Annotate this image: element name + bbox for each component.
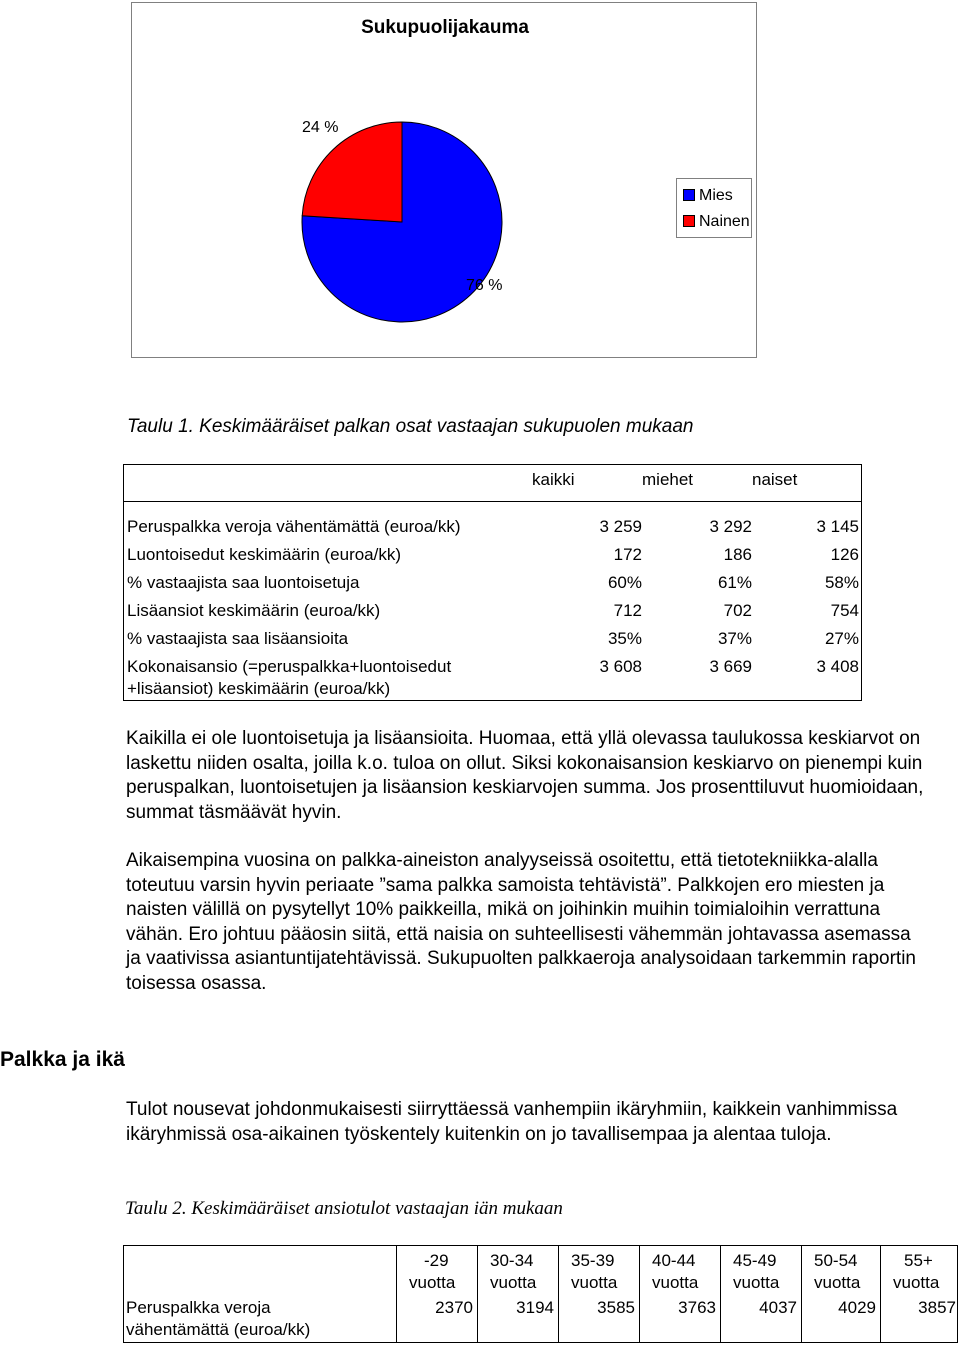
pie-label-nainen: 24 % bbox=[302, 119, 339, 136]
table1-cell: 712 bbox=[613, 601, 642, 620]
table1-header-kaikki: kaikki bbox=[532, 470, 575, 489]
table1-row-label: Peruspalkka veroja vähentämättä (euroa/kk) bbox=[127, 517, 461, 536]
table1-row-label: % vastaajista saa luontoisetuja bbox=[127, 573, 360, 592]
table1-header-miehet: miehet bbox=[642, 470, 694, 489]
table1-row-label-cont: +lisäansiot) keskimäärin (euroa/kk) bbox=[127, 679, 391, 698]
table1-cell: 172 bbox=[613, 545, 642, 564]
legend-item-nainen bbox=[683, 213, 750, 231]
legend-label-mies: Mies bbox=[699, 187, 733, 204]
table1-header-naiset: naiset bbox=[752, 470, 798, 489]
table1-cell: 61% bbox=[717, 573, 752, 592]
table2-divider bbox=[558, 1246, 559, 1342]
table1-cell: 126 bbox=[830, 545, 859, 564]
table1-cell: 3 292 bbox=[709, 517, 752, 536]
table2-cell: 3763 bbox=[678, 1298, 716, 1317]
section-heading: Palkka ja ikä bbox=[0, 1048, 125, 1071]
table2-cell: 2370 bbox=[435, 1298, 473, 1317]
table1-cell: 3 608 bbox=[599, 657, 642, 676]
table1-row-label: Luontoisedut keskimäärin (euroa/kk) bbox=[127, 545, 402, 564]
table2-cell: 3194 bbox=[516, 1298, 554, 1317]
table2-header: vuotta bbox=[893, 1273, 940, 1292]
table2-header: 30-34 bbox=[490, 1251, 534, 1270]
table1-row-label: Lisäansiot keskimäärin (euroa/kk) bbox=[127, 601, 381, 620]
table2-header: vuotta bbox=[814, 1273, 861, 1292]
paragraph-3: Tulot nousevat johdonmukaisesti siirryttäessä vanhempiin ikäryhmiin, kaikkein vanhimmissa ikäryhmissä osa-aikainen työskentely kuitenkin on jo tavallisempaa ja alentaa tuloja. bbox=[126, 1099, 898, 1145]
pie-slice-nainen bbox=[302, 122, 402, 222]
table2-header: 55+ bbox=[904, 1251, 933, 1270]
table1-cell: 60% bbox=[607, 573, 642, 592]
table2-divider bbox=[396, 1246, 397, 1342]
legend-item-mies bbox=[683, 187, 733, 205]
legend-label-nainen: Nainen bbox=[699, 213, 750, 230]
table2-row-label-cont: vähentämättä (euroa/kk) bbox=[126, 1320, 311, 1339]
pie-label-mies: 76 % bbox=[466, 277, 503, 294]
table2-divider bbox=[801, 1246, 802, 1342]
table2-header: 45-49 bbox=[733, 1251, 777, 1270]
chart-title: Sukupuolijakauma bbox=[361, 17, 529, 38]
table2-header: vuotta bbox=[733, 1273, 780, 1292]
table1-cell: 702 bbox=[723, 601, 752, 620]
table2-header: 40-44 bbox=[652, 1251, 696, 1270]
table2 bbox=[123, 1245, 958, 1343]
table2-header: vuotta bbox=[490, 1273, 537, 1292]
table1-row-label: Kokonaisansio (=peruspalkka+luontoisedut bbox=[127, 657, 452, 676]
paragraph-1: Kaikilla ei ole luontoisetuja ja lisäansioita. Huomaa, että yllä olevassa taulukossa keskiarvot on laskettu niiden osalta, joilla k.o. tuloa on ollut. Siksi kokonaisansion keskiarvo on pienempi kuin peruspalkan, luontoisetujen ja lisäansion keskiarvojen summa. Jos prosenttiluvut huomioidaan, summat täsmäävät hyvin. bbox=[126, 728, 924, 823]
table1-row-label: % vastaajista saa lisäansioita bbox=[127, 629, 349, 648]
table1-caption: Taulu 1. Keskimääräiset palkan osat vastaajan sukupuolen mukaan bbox=[127, 416, 694, 437]
table2-cell: 4037 bbox=[759, 1298, 797, 1317]
table2-row-label: Peruspalkka veroja bbox=[126, 1298, 271, 1317]
table1-cell: 3 259 bbox=[599, 517, 642, 536]
chart-legend bbox=[676, 178, 752, 238]
table2-caption: Taulu 2. Keskimääräiset ansiotulot vastaajan iän mukaan bbox=[125, 1198, 563, 1219]
table2-cell: 4029 bbox=[838, 1298, 876, 1317]
table1-cell: 754 bbox=[830, 601, 859, 620]
table1-cell: 37% bbox=[717, 629, 752, 648]
table2-header: vuotta bbox=[652, 1273, 699, 1292]
table1-cell: 27% bbox=[824, 629, 859, 648]
table1-cell: 3 669 bbox=[709, 657, 752, 676]
table2-cell: 3585 bbox=[597, 1298, 635, 1317]
table2-divider bbox=[639, 1246, 640, 1342]
table2-header: vuotta bbox=[409, 1273, 456, 1292]
table1-cell: 186 bbox=[723, 545, 752, 564]
table2-header: 50-54 bbox=[814, 1251, 858, 1270]
table2-header: -29 bbox=[424, 1251, 449, 1270]
table2-divider bbox=[880, 1246, 881, 1342]
table1-cell: 58% bbox=[824, 573, 859, 592]
table1 bbox=[123, 464, 862, 701]
legend-swatch-nainen bbox=[683, 215, 695, 227]
paragraph-2: Aikaisempina vuosina on palkka-aineiston analyyseissä osoitettu, että tietotekniikka-alalla toteutuu varsin hyvin periaate ”sama palkka samoista tehtävistä”. Palkkojen ero miesten ja naisten välillä on pysytellyt 10% paikkeilla, mikä on joihinkin muihin toimialoihin verrattuna vähän. Ero johtuu pääosin siitä, että naisia on suhteellisesti vähemmän johtavassa asemassa ja vaativissa asiantuntijatehtävissä. Sukupuolten palkkaeroja analysoidaan tarkemmin raportin toisessa osassa. bbox=[126, 850, 917, 994]
table1-header-divider bbox=[124, 501, 861, 502]
table1-cell: 3 408 bbox=[816, 657, 859, 676]
table2-divider bbox=[477, 1246, 478, 1342]
table2-cell: 3857 bbox=[918, 1298, 956, 1317]
table2-header: 35-39 bbox=[571, 1251, 615, 1270]
pie-svg bbox=[132, 3, 756, 357]
table1-cell: 35% bbox=[607, 629, 642, 648]
table2-divider bbox=[720, 1246, 721, 1342]
legend-swatch-mies bbox=[683, 189, 695, 201]
pie-chart bbox=[131, 2, 757, 358]
table2-header: vuotta bbox=[571, 1273, 618, 1292]
table1-cell: 3 145 bbox=[816, 517, 859, 536]
